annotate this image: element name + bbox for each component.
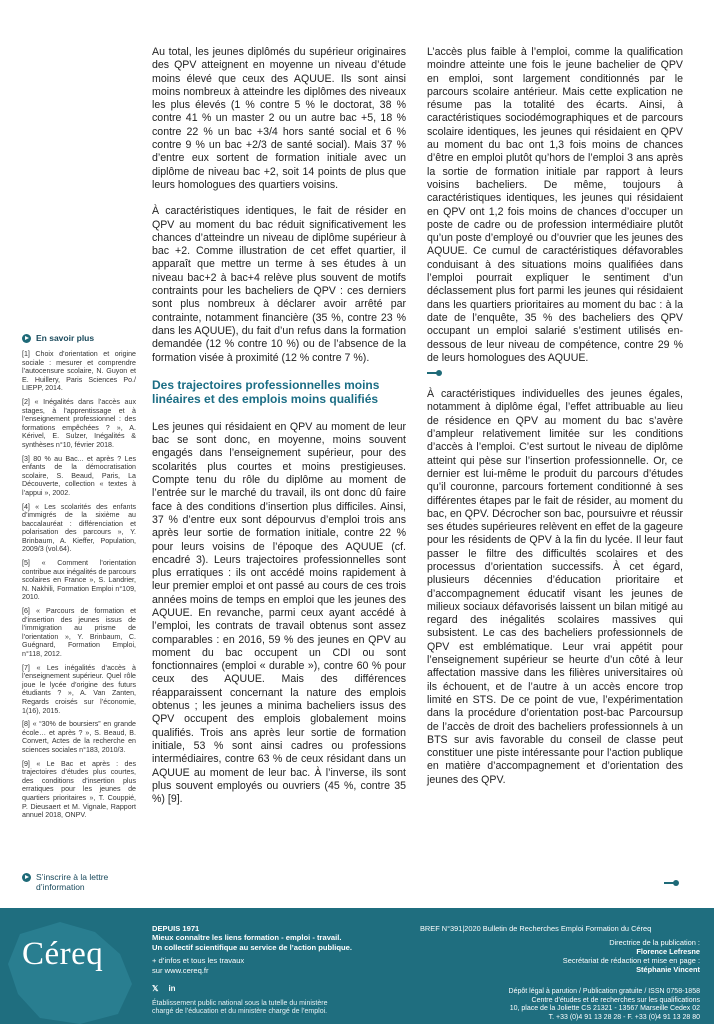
cereq-logo xyxy=(22,936,103,973)
reference-item: [8] « “30% de boursiers” en grande école… et après ? », S. Beaud, B. Convert, Actes de la recherche en sciences sociales n°183, 2010/3. xyxy=(22,720,136,754)
editor-role: Secrétariat de rédaction et mise en page : xyxy=(562,956,700,965)
editor-name: Stéphanie Vincent xyxy=(636,965,700,974)
social-links xyxy=(152,984,176,993)
arrow-right-icon xyxy=(22,334,31,343)
legal-line: 10, place de la Joliette CS 21321 - 13567 Marseille Cedex 02 xyxy=(509,1005,700,1012)
reference-item: [1] Choix d’orientation et origine sociale : mesurer et comprendre l’autocensure scolaire, N. Guyon et E. Huillery, Paris Sciences Po./ LIEPP, 2014. xyxy=(22,350,136,393)
legal-line: T. +33 (0)4 91 13 28 28 - F. +33 (0)4 91 13 28 80 xyxy=(548,1013,700,1021)
paragraph: L’accès plus faible à l’emploi, comme la qualification moindre atteinte une fois le jeune bachelier de QPV en emploi, sont largement conditionnés par le parcours scolaire antérieur. Mais cette explication ne résume pas la totalité des écarts. Ainsi, à caractéristiques sociodémographiques et de parcours scolaire identiques, les jeunes qui résidaient en QPV au moment du bac ont 1,3 fois moins de chances d’être en emploi plutôt qu’hors de l’emploi 3 ans après la sortie de formation initiale par rapport à leurs voisins bacheliers. De même, toujours à caractéristiques identiques, les jeunes qui résidaient en QPV ont 1,2 fois moins de chances d’occuper un poste de cadre ou de profession intermédiaire plutôt qu’un poste d’employé ou d’ouvrier que les jeunes des AQUUE. Ce cumul de caractéristiques défavorables conduisant à des situations moins qualifiées dans l’emploi pourrait expliquer le sentiment d’un déclassement plus fort parmi les jeunes qui résidaient dans les quartiers prioritaires au moment du bac : à la date de l’enquête, 35 % des bacheliers des QPV occupant un emploi salarié s’estiment utilisés en-dessous de leur niveau de compétence, contre 29 % de leurs homologues des AQUUE. xyxy=(427,46,683,364)
tagline: Mieux connaître les liens formation - emploi - travail. xyxy=(152,933,342,943)
info-line: + d’infos et tous les travaux xyxy=(152,956,245,966)
website-link[interactable]: sur www.cereq.fr xyxy=(152,965,209,975)
section-heading: Des trajectoires professionnelles moins linéaires et des emplois moins qualifiés xyxy=(152,377,380,407)
reference-item: [6] « Parcours de formation et d’insertion des jeunes issus de l’immigration au prisme de l’orientation », Y. Brinbaum, C. Guégnard, Formation Emploi, n°118, 2012. xyxy=(22,607,136,658)
tutelle-line: chargé de l’éducation et du ministère chargé de l’emploi. xyxy=(152,1008,328,1016)
publication-staff xyxy=(500,938,700,974)
director-name: Florence Lefresne xyxy=(636,947,700,956)
reference-item: [7] « Les inégalités d’accès à l’enseignement supérieur. Quel rôle joue le lycée d’origine des futurs étudiants ? », A. Van Zanten, Regards croisés sur l’économie, 1(16), 2015. xyxy=(22,663,136,715)
linkedin-icon[interactable]: in xyxy=(168,984,176,993)
director-role: Directrice de la publication : xyxy=(609,938,700,947)
section-end-mark-icon xyxy=(427,372,439,374)
footer-banner xyxy=(0,908,714,1024)
arrow-right-icon xyxy=(22,873,31,882)
newsletter-subscribe-link[interactable] xyxy=(22,872,136,892)
reference-item: [3] 80 % au Bac... et après ? Les enfants de la démocratisation scolaire, S. Beaud, Paris, La Découverte, collection « textes à l’appui », 2002. xyxy=(22,454,136,497)
tagline: Un collectif scientifique au service de l’action publique. xyxy=(152,942,353,952)
reference-item: [2] « Inégalités dans l’accès aux stages, à l’apprentissage et à l’enseignement professionnel : des formations empêchées ? », A. Kérivel, E. Sulzer, Inégalités & synthèses n°10, février 2018. xyxy=(22,397,136,449)
article-end-mark-icon xyxy=(664,882,676,884)
paragraph: Les jeunes qui résidaient en QPV au moment de leur bac se sont donc, en moyenne, moins souvent engagés dans l’enseignement supérieur, pour des scolarités plus courtes et moins prestigieuses. Compte tenu du rôle du diplôme au moment de l’entrée sur le marché du travail, ils ont donc dû faire face à des conditions d’insertion plus difficiles. Ainsi, 37 % d’entre eux sont dépourvus d’emploi trois ans après leur sortie de formation initiale, contre 22 % pour leurs voisins de l’époque des AQUUE (cf. encadré 3). Leurs trajectoires professionnelles sont plus erratiques : ils ont accédé moins rapidement à leur premier emploi et ont passé au cours de ces trois années moins de temps en emploi que les jeunes des AQUUE. En revanche, parmi ceux ayant accédé à l’emploi, les contrats de travail obtenus sont assez comparables : en 2016, 59 % des jeunes en QPV au moment du bac occupent un CDI ou sont fonctionnaires (emploi « durable »), contre 60 % pour ceux des AQUUE. Mais des différences réapparaissent concernant la nature des emplois obtenus ; les jeunes a minima bacheliers issus des QPV occupent des emplois globalement moins qualifiés. Trois ans après leur sortie de formation initiale, 53 % sont ainsi cadres ou professions intermédiaires, contre 63 % de ceux résidant dans un AQUUE au moment de leur bac. À l’inverse, ils sont plus souvent employés ou ouvriers (45 %, contre 35 %) [9]. xyxy=(152,420,406,806)
legal-line: Centre d’études et de recherches sur les qualifications xyxy=(531,996,700,1004)
en-savoir-plus-heading xyxy=(22,333,136,343)
logo-text: Céreq xyxy=(22,936,104,972)
legal-notice xyxy=(420,988,700,1022)
tutelle-line: Établissement public national sous la tutelle du ministère xyxy=(152,1000,328,1007)
paragraph: À caractéristiques identiques, le fait de résider en QPV au moment du bac réduit significativement les chances d’atteindre un niveau de diplôme supérieur à bac +2. Comme illustration de cet effet quartier, il apparaît que mettre un terme à ses études à un niveau bac+2 à bac+4 relève plus souvent de motifs contraints pour les bacheliers de QPV : ces derniers sont plus nombreux à déclarer avoir arrêté par contrainte, notamment financière (35 %, contre 23 % dans les AQUUE), du fait d’un refus dans la formation demandée (12 % contre 10 %) ou de l’absence de la formation visée à proximité (12 % contre 7 %). xyxy=(152,205,406,364)
reference-item: [5] « Comment l’orientation contribue aux inégalités de parcours scolaires en France », S. Landrier, N. Nakhili, Formation Emploi n°109, 2010. xyxy=(22,559,136,602)
legal-line: Dépôt légal à parution / Publication gratuite / ISSN 0758-1858 xyxy=(508,988,700,995)
text-column-right xyxy=(427,46,683,800)
reference-item: [9] « Le Bac et après : des trajectoires d’études plus courtes, des conditions d’insertion plus erratiques pour les jeunes de quartiers prioritaires », T. Couppié, P. Dieusaert et M. Vignale, Rapport annuel 2018, ONPV. xyxy=(22,759,136,820)
paragraph: À caractéristiques individuelles des jeunes égales, notamment à diplôme égal, l’effet attribuable au lieu de résidence en QPV au moment du bac s’avère d’ampleur relativement limitée sur les conditions d’accès à l’emploi. C’est surtout le niveau de diplôme atteint qui pèse sur l’insertion professionnelle. Or, ce dernier est lui-même le produit du parcours d’études qu’il couronne, parcours fortement conditionné à ses différentes étapes par le fait de résider, au moment du bac, en QPV. Décrocher son bac, poursuivre et réussir ses études supérieures relèvent en effet de la gageure pour les résidents de QPV à la fin du lycée. Il leur faut passer le filtre des difficultés scolaires et des processus d’orientation successifs. À cet égard, plusieurs décennies d’éducation prioritaire et d’accompagnement éducatif visant les jeunes de milieux sociaux défavorisés laissent un bilan mitigé au regard des inégalités scolaires massives qui subsistent. Le cas des bacheliers professionnels de QPV est emblématique. Leur vrai appétit pour l’enseignement supérieur se heurte d’un côté à leur affectation massive dans les filières universitaires où ils échouent, et de l’autre à un accès encore trop limité en STS. De ce point de vue, l’expérimentation dans la procédure d’orientation post-bac Parcoursup de l’accès de droit des bacheliers professionnels à un BTS sur avis favorable du conseil de classe peut constituer une piste intéressante pour l’action publique en matière d’accompagnement et d’orientation des jeunes des QPV. xyxy=(427,388,683,786)
sidebar-heading-label: En savoir plus xyxy=(36,333,95,343)
mission-block xyxy=(152,924,412,975)
bulletin-reference: BREF N°391|2020 Bulletin de Recherches Emploi Formation du Céreq xyxy=(420,924,652,933)
sidebar-references xyxy=(22,333,136,825)
subscribe-label: S’inscrire à la lettre d’information xyxy=(36,872,109,892)
tutelle-note xyxy=(152,1000,392,1017)
since-label: DEPUIS 1971 xyxy=(152,924,200,933)
text-column-left xyxy=(152,46,406,819)
reference-item: [4] « Les scolarités des enfants d’immigrés de la sixième au baccalauréat : différenciation et polarisation des parcours », Y. Brinbaum, A. Kieffer, Population, 2009/3 (vol.64). xyxy=(22,502,136,554)
twitter-icon[interactable]: 𝕏 xyxy=(152,984,159,993)
reference-list xyxy=(22,350,136,820)
paragraph: Au total, les jeunes diplômés du supérieur originaires des QPV atteignent en moyenne un niveau d’étude moins élevé que ceux des AQUUE. Ils sont ainsi moins nombreux à atteindre les diplômes des niveaux les plus élevés (1 % contre 5 % le doctorat, 38 % contre 41 % un master 2 ou un autre bac +5, 18 % contre 22 % un bac +3/4 hors santé social et 6 % contre 9 % un bac +2/3 de santé social). Mais 37 % d’entre eux sortent de formation initiale avec un diplôme de niveau bac +2, soit 14 points de plus que leurs homologues des quartiers voisins. xyxy=(152,46,406,191)
